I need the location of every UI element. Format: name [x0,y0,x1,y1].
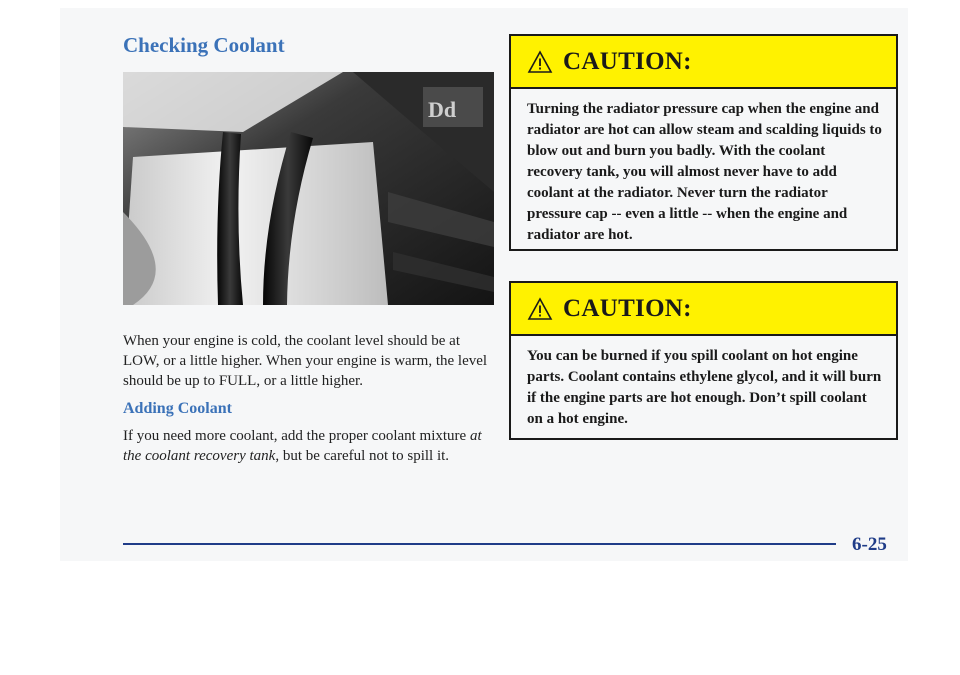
caution-title: CAUTION: [563,47,692,75]
section-title: Checking Coolant [123,33,285,57]
paragraph2-after: , but be careful not to spill it. [275,448,450,464]
warning-triangle-icon [527,297,553,321]
warning-triangle-icon [527,50,553,74]
coolant-tank-photo [123,72,494,305]
paragraph-adding-coolant [123,426,495,466]
caution-box-radiator-cap [509,34,898,251]
page-number: 6-25 [852,534,887,555]
caution-text: Turning the radiator pressure cap when the engine and radiator are hot can allow steam and scalding liquids to blow out and burn you badly. With the coolant recovery tank, you will almost never have to add coolant at the radiator. Never turn the radiator pressure cap -- even a little -- when the engine and radiator are hot. [527,101,882,243]
caution-box-spilled-coolant [509,281,898,440]
paragraph2-emphasis: at the coolant recovery tank [123,428,482,464]
paragraph2-before: If you need more coolant, add the proper coolant mixture [123,428,470,444]
caution-text: You can be burned if you spill coolant on hot engine parts. Coolant contains ethylene glycol, and it will burn if the engine parts are hot enough. Don’t spill coolant on a hot engine. [527,348,882,427]
subheading-adding-coolant: Adding Coolant [123,400,232,417]
caution-header [511,283,896,336]
caution-title: CAUTION: [563,294,692,322]
paragraph-coolant-level: When your engine is cold, the coolant level should be at LOW, or a little higher. When your engine is warm, the level should be up to FULL, or a little higher. [123,333,488,389]
caution-header [511,36,896,89]
footer-rule [123,543,836,545]
svg-text:Dd: Dd [428,97,457,122]
